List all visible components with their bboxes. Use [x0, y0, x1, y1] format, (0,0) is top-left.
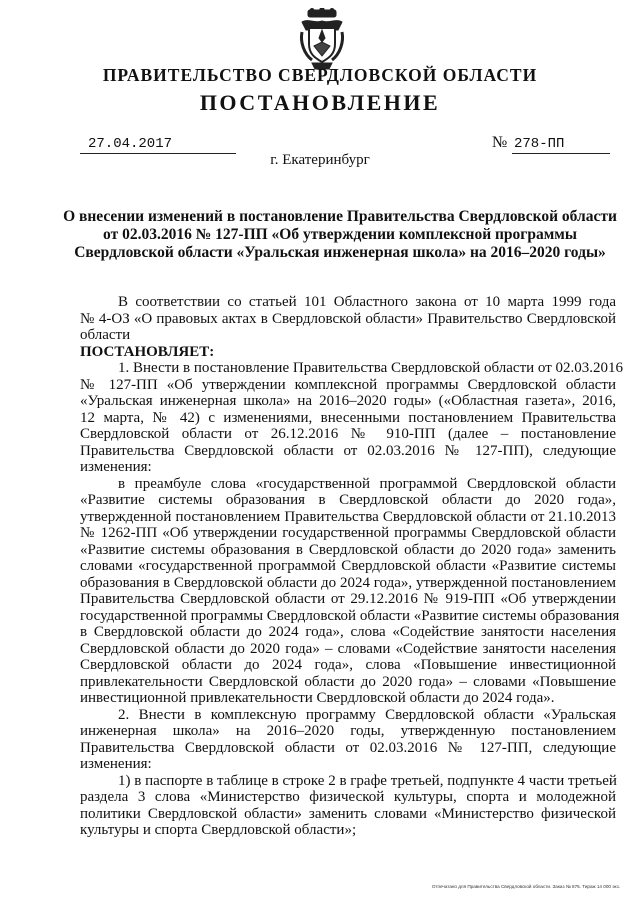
title-line: от 02.03.2016 № 127-ПП «Об утверждении комплексной программы: [103, 226, 577, 243]
document-body: [80, 294, 624, 839]
body-line: № 127-ПП «Об утверждении комплексной программы Свердловской области: [80, 376, 616, 393]
body-line: инженерная школа» на 2016–2020 годы, утвержденную постановлением: [80, 723, 616, 739]
body-line: области: [80, 327, 131, 343]
body-line: государственной программы Свердловской области «Развитие системы образования: [80, 607, 620, 624]
resolves-heading: ПОСТАНОВЛЯЕТ:: [80, 343, 215, 360]
body-line: «Развитие системы образования в Свердловской области до 2020 года»,: [80, 492, 616, 508]
body-line: изменения:: [80, 459, 152, 475]
number-sign: №: [492, 134, 508, 151]
document-type: ПОСТАНОВЛЕНИЕ: [199, 90, 441, 115]
body-line: в Свердловской области до 2024 года», слова «Содействие занятости населения: [80, 624, 616, 640]
body-line: Правительства Свердловской области от 29.12.2016 № 919-ПП «Об утверждении: [80, 591, 616, 607]
body-line: культуры и спорта Свердловской области»;: [80, 822, 357, 838]
body-line: Свердловской области от 26.12.2016 № 910-ПП (далее – постановление: [80, 426, 616, 442]
body-line: «Уральская инженерная школа» на 2016–2020 годы» («Областная газета», 2016,: [80, 393, 616, 409]
print-footer: Отпечатано для Правительства Свердловской области. Заказ № 875. Тираж 14 000 экз.: [431, 884, 620, 889]
body-line: инвестиционной привлекательности Свердловской области до 2024 года».: [80, 690, 555, 706]
document-date: 27.04.2017: [80, 136, 236, 154]
body-line: Правительства Свердловской области от 02.03.2016 № 127-ПП, следующие: [80, 739, 616, 756]
coat-of-arms-icon: [298, 8, 346, 70]
body-line: словами «государственной программой Свердловской области «Развитие системы: [80, 558, 616, 574]
body-line: В соответствии со статьей 101 Областного закона от 10 марта 1999 года: [118, 294, 616, 310]
body-line: раздела 3 слова «Министерство физической культуры, спорта и молодежной: [80, 789, 616, 805]
body-line: 1. Внести в постановление Правительства Свердловской области от 02.03.2016: [118, 360, 624, 376]
government-name: ПРАВИТЕЛЬСТВО СВЕРДЛОВСКОЙ ОБЛАСТИ: [102, 65, 538, 85]
body-line: утвержденной постановлением Правительства Свердловской области от 21.10.2013: [80, 508, 616, 525]
body-line: Правительства Свердловской области от 02.03.2016 № 127-ПП), следующие: [80, 442, 616, 459]
body-line: политики Свердловской области» заменить словами «Министерство физической: [80, 805, 616, 822]
title-line: О внесении изменений в постановление Правительства Свердловской области: [63, 208, 617, 225]
body-line: № 1262-ПП «Об утверждении государственной программы Свердловской области: [80, 525, 616, 541]
document-title: [60, 208, 620, 262]
document-number: 278-ПП: [512, 136, 610, 154]
body-line: привлекательности Свердловской области до 2020 года» – словами «Повышение: [80, 673, 616, 690]
title-line: Свердловской области «Уральская инженерная школа» на 2016–2020 годы»: [74, 244, 606, 261]
body-line: образования в Свердловской области до 2024 года», утвержденной постановлением: [80, 574, 616, 591]
body-line: в преамбуле слова «государственной программой Свердловской области: [118, 475, 616, 492]
body-line: изменения:: [80, 756, 152, 772]
body-line: № 4-ОЗ «О правовых актах в Свердловской области» Правительство Свердловской: [80, 310, 616, 327]
body-line: Свердловской области до 2024 года», слова «Повышение инвестиционной: [80, 657, 616, 673]
city: г. Екатеринбург: [270, 152, 370, 168]
body-line: 2. Внести в комплексную программу Свердловской области «Уральская: [118, 706, 616, 723]
body-line: 12 марта, № 42) с изменениями, внесенными постановлением Правительства: [80, 409, 616, 426]
body-line: 1) в паспорте в таблице в строке 2 в графе третьей, подпункте 4 части третьей: [118, 772, 617, 789]
body-line: «Развитие системы образования в Свердловской области до 2020 года» заменить: [80, 541, 616, 558]
body-line: Свердловской области до 2020 года» – словами «Содействие занятости населения: [80, 640, 616, 657]
